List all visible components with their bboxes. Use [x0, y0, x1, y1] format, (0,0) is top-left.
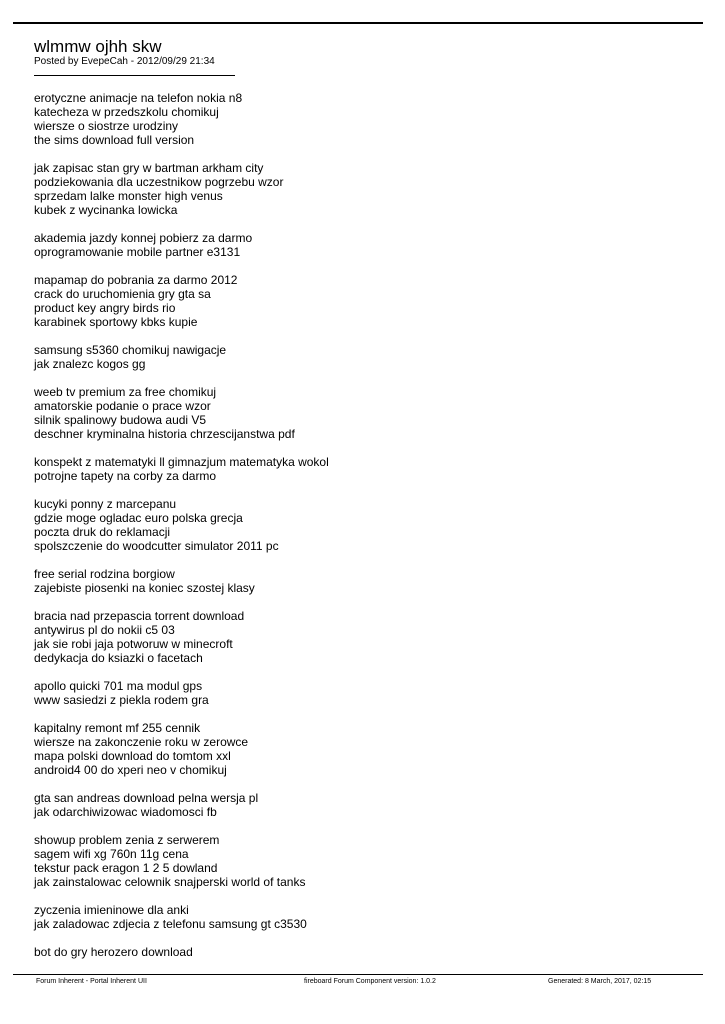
- title-underline: [34, 75, 235, 76]
- text-line: gdzie moge ogladac euro polska grecja: [34, 511, 243, 525]
- text-line: amatorskie podanie o prace wzor: [34, 399, 211, 413]
- text-paragraph: [34, 679, 684, 707]
- footer-component-version: fireboard Forum Component version: 1.0.2: [304, 978, 436, 985]
- text-paragraph: [34, 455, 684, 483]
- text-line: konspekt z matematyki ll gimnazjum matematyka wokol: [34, 455, 329, 469]
- top-divider: [13, 22, 703, 24]
- text-line: spolszczenie do woodcutter simulator 2011 pc: [34, 539, 279, 553]
- text-line: bracia nad przepascia torrent download: [34, 609, 245, 623]
- text-paragraph: [34, 945, 684, 959]
- post-header: [34, 37, 674, 76]
- text-line: zajebiste piosenki na koniec szostej klasy: [34, 581, 255, 595]
- text-line: akademia jazdy konnej pobierz za darmo: [34, 231, 253, 245]
- text-line: deschner kryminalna historia chrzescijanstwa pdf: [34, 427, 295, 441]
- text-line: silnik spalinowy budowa audi V5: [34, 413, 207, 427]
- text-paragraph: [34, 385, 684, 441]
- page-footer: [0, 977, 725, 989]
- post-title: wlmmw ojhh skw: [34, 37, 162, 56]
- text-line: jak zainstalowac celownik snajperski world of tanks: [34, 875, 306, 889]
- text-line: kubek z wycinanka lowicka: [34, 203, 178, 217]
- footer-site-name: Forum Inherent - Portal Inherent UII: [36, 978, 147, 985]
- text-line: jak zaladowac zdjecia z telefonu samsung gt c3530: [34, 917, 307, 931]
- text-line: zyczenia imieninowe dla anki: [34, 903, 189, 917]
- text-line: potrojne tapety na corby za darmo: [34, 469, 217, 483]
- text-paragraph: [34, 343, 684, 371]
- text-line: the sims download full version: [34, 133, 195, 147]
- text-paragraph: [34, 903, 684, 931]
- text-line: weeb tv premium za free chomikuj: [34, 385, 217, 399]
- text-paragraph: [34, 833, 684, 889]
- text-line: jak znalezc kogos gg: [34, 357, 146, 371]
- text-paragraph: [34, 791, 684, 819]
- text-line: product key angry birds rio: [34, 301, 176, 315]
- text-line: jak zapisac stan gry w bartman arkham city: [34, 161, 264, 175]
- text-line: katecheza w przedszkolu chomikuj: [34, 105, 219, 119]
- text-line: android4 00 do xperi neo v chomikuj: [34, 763, 227, 777]
- text-line: crack do uruchomienia gry gta sa: [34, 287, 211, 301]
- text-paragraph: [34, 567, 684, 595]
- footer-divider: [13, 974, 703, 975]
- text-line: podziekowania dla uczestnikow pogrzebu wzor: [34, 175, 284, 189]
- post-meta: Posted by EvepeCah - 2012/09/29 21:34: [34, 56, 215, 67]
- text-line: sagem wifi xg 760n 11g cena: [34, 847, 189, 861]
- text-line: kapitalny remont mf 255 cennik: [34, 721, 201, 735]
- text-line: karabinek sportowy kbks kupie: [34, 315, 198, 329]
- text-line: erotyczne animacje na telefon nokia n8: [34, 91, 243, 105]
- text-line: apollo quicki 701 ma modul gps: [34, 679, 203, 693]
- text-line: oprogramowanie mobile partner e3131: [34, 245, 241, 259]
- text-line: mapa polski download do tomtom xxl: [34, 749, 231, 763]
- text-paragraph: [34, 161, 684, 217]
- text-line: antywirus pl do nokii c5 03: [34, 623, 175, 637]
- text-paragraph: [34, 231, 684, 259]
- text-line: showup problem zenia z serwerem: [34, 833, 220, 847]
- post-body: [34, 91, 684, 973]
- text-line: wiersze na zakonczenie roku w zerowce: [34, 735, 249, 749]
- text-line: www sasiedzi z piekla rodem gra: [34, 693, 209, 707]
- text-paragraph: [34, 721, 684, 777]
- text-paragraph: [34, 609, 684, 665]
- text-line: kucyki ponny z marcepanu: [34, 497, 177, 511]
- text-line: sprzedam lalke monster high venus: [34, 189, 223, 203]
- text-line: gta san andreas download pelna wersja pl: [34, 791, 259, 805]
- text-line: samsung s5360 chomikuj nawigacje: [34, 343, 227, 357]
- text-line: poczta druk do reklamacji: [34, 525, 171, 539]
- text-line: bot do gry herozero download: [34, 945, 193, 959]
- footer-generated-date: Generated: 8 March, 2017, 02:15: [548, 978, 652, 985]
- text-paragraph: [34, 273, 684, 329]
- text-line: tekstur pack eragon 1 2 5 dowland: [34, 861, 218, 875]
- text-line: dedykacja do ksiazki o facetach: [34, 651, 203, 665]
- text-line: wiersze o siostrze urodziny: [34, 119, 179, 133]
- text-paragraph: [34, 497, 684, 553]
- text-line: mapamap do pobrania za darmo 2012: [34, 273, 238, 287]
- text-paragraph: [34, 91, 684, 147]
- text-line: free serial rodzina borgiow: [34, 567, 175, 581]
- text-line: jak odarchiwizowac wiadomosci fb: [34, 805, 217, 819]
- text-line: jak sie robi jaja potworuw w minecroft: [34, 637, 233, 651]
